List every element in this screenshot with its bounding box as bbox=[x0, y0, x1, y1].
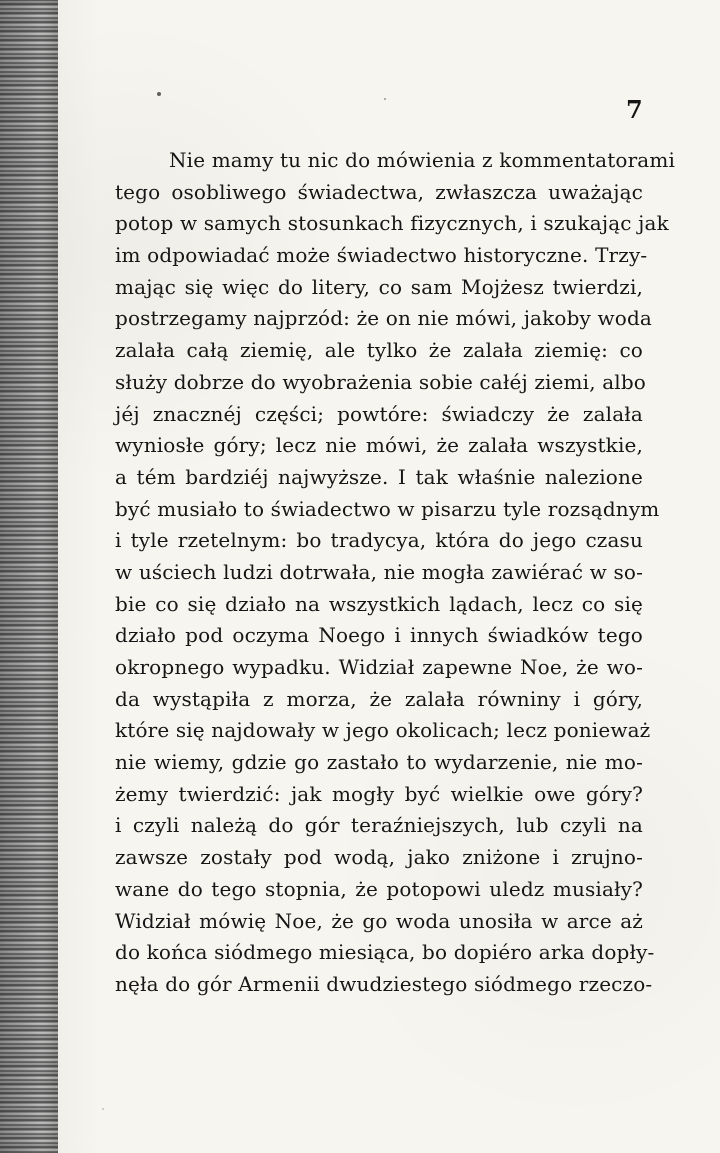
text-line: postrzegamy najprzód: że on nie mówi, jakoby woda bbox=[115, 306, 652, 331]
text-line: wane do tego stopnia, że potopowi uledz musiały? bbox=[115, 876, 643, 901]
text-line: mając się więc do litery, co sam Mojżesz twierdzi, bbox=[115, 274, 643, 299]
text-line: działo pod oczyma Noego i innych świadków tego bbox=[115, 623, 643, 648]
text-line: do końca siódmego miesiąca, bo dopiéro arka dopły- bbox=[115, 940, 655, 965]
text-line: okropnego wypadku. Widział zapewne Noe, że wo- bbox=[115, 655, 643, 679]
text-line: nęła do gór Armenii dwudziestego siódmego rzeczo- bbox=[115, 971, 653, 996]
text-line: być musiało to świadectwo w pisarzu tyle rozsądnym bbox=[115, 496, 660, 521]
text-line: zalała całą ziemię, ale tylko że zalała ziemię: co bbox=[115, 338, 643, 363]
page-number: 7 bbox=[626, 95, 643, 124]
ink-speck bbox=[384, 98, 386, 100]
text-line: służy dobrze do wyobrażenia sobie całéj ziemi, albo bbox=[115, 369, 646, 394]
text-line: jéj znacznéj części; powtóre: świadczy że zalała bbox=[115, 401, 643, 426]
text-line: zawsze zostały pod wodą, jako zniżone i zrujno- bbox=[115, 845, 643, 870]
ink-speck bbox=[102, 1108, 104, 1110]
text-line: wyniosłe góry; lecz nie mówi, że zalała wszystkie, bbox=[115, 433, 643, 458]
text-line: które się najdowały w jego okolicach; lecz ponieważ bbox=[115, 718, 651, 743]
book-binding-edge bbox=[0, 0, 58, 1153]
text-line: potop w samych stosunkach fizycznych, i szukając jak bbox=[115, 211, 669, 236]
text-line: im odpowiadać może świadectwo historyczne. Trzy- bbox=[115, 243, 648, 268]
ink-speck bbox=[157, 92, 161, 96]
text-line: w uściech ludzi dotrwała, nie mogła zawiérać w so- bbox=[115, 559, 643, 584]
text-line: da wystąpiła z morza, że zalała równiny i góry, bbox=[115, 686, 643, 711]
text-line: tego osobliwego świadectwa, zwłaszcza uważając bbox=[115, 179, 643, 204]
text-line: i tyle rzetelnym: bo tradycya, która do jego czasu bbox=[115, 528, 643, 553]
text-line: Widział mówię Noe, że go woda unosiła w arce aż bbox=[115, 908, 643, 933]
body-text bbox=[115, 145, 676, 1001]
text-line: żemy twierdzić: jak mogły być wielkie owe góry? bbox=[115, 781, 643, 806]
text-line: nie wiemy, gdzie go zastało to wydarzenie, nie mo- bbox=[115, 750, 643, 775]
text-line: a tém bardziéj najwyższe. I tak właśnie nalezione bbox=[115, 464, 643, 489]
text-line: Nie mamy tu nic do mówienia z kommentatorami bbox=[169, 148, 676, 172]
text-line: i czyli należą do gór teraźniejszych, lub czyli na bbox=[115, 813, 643, 838]
text-line: bie co się działo na wszystkich lądach, lecz co się bbox=[115, 591, 643, 616]
